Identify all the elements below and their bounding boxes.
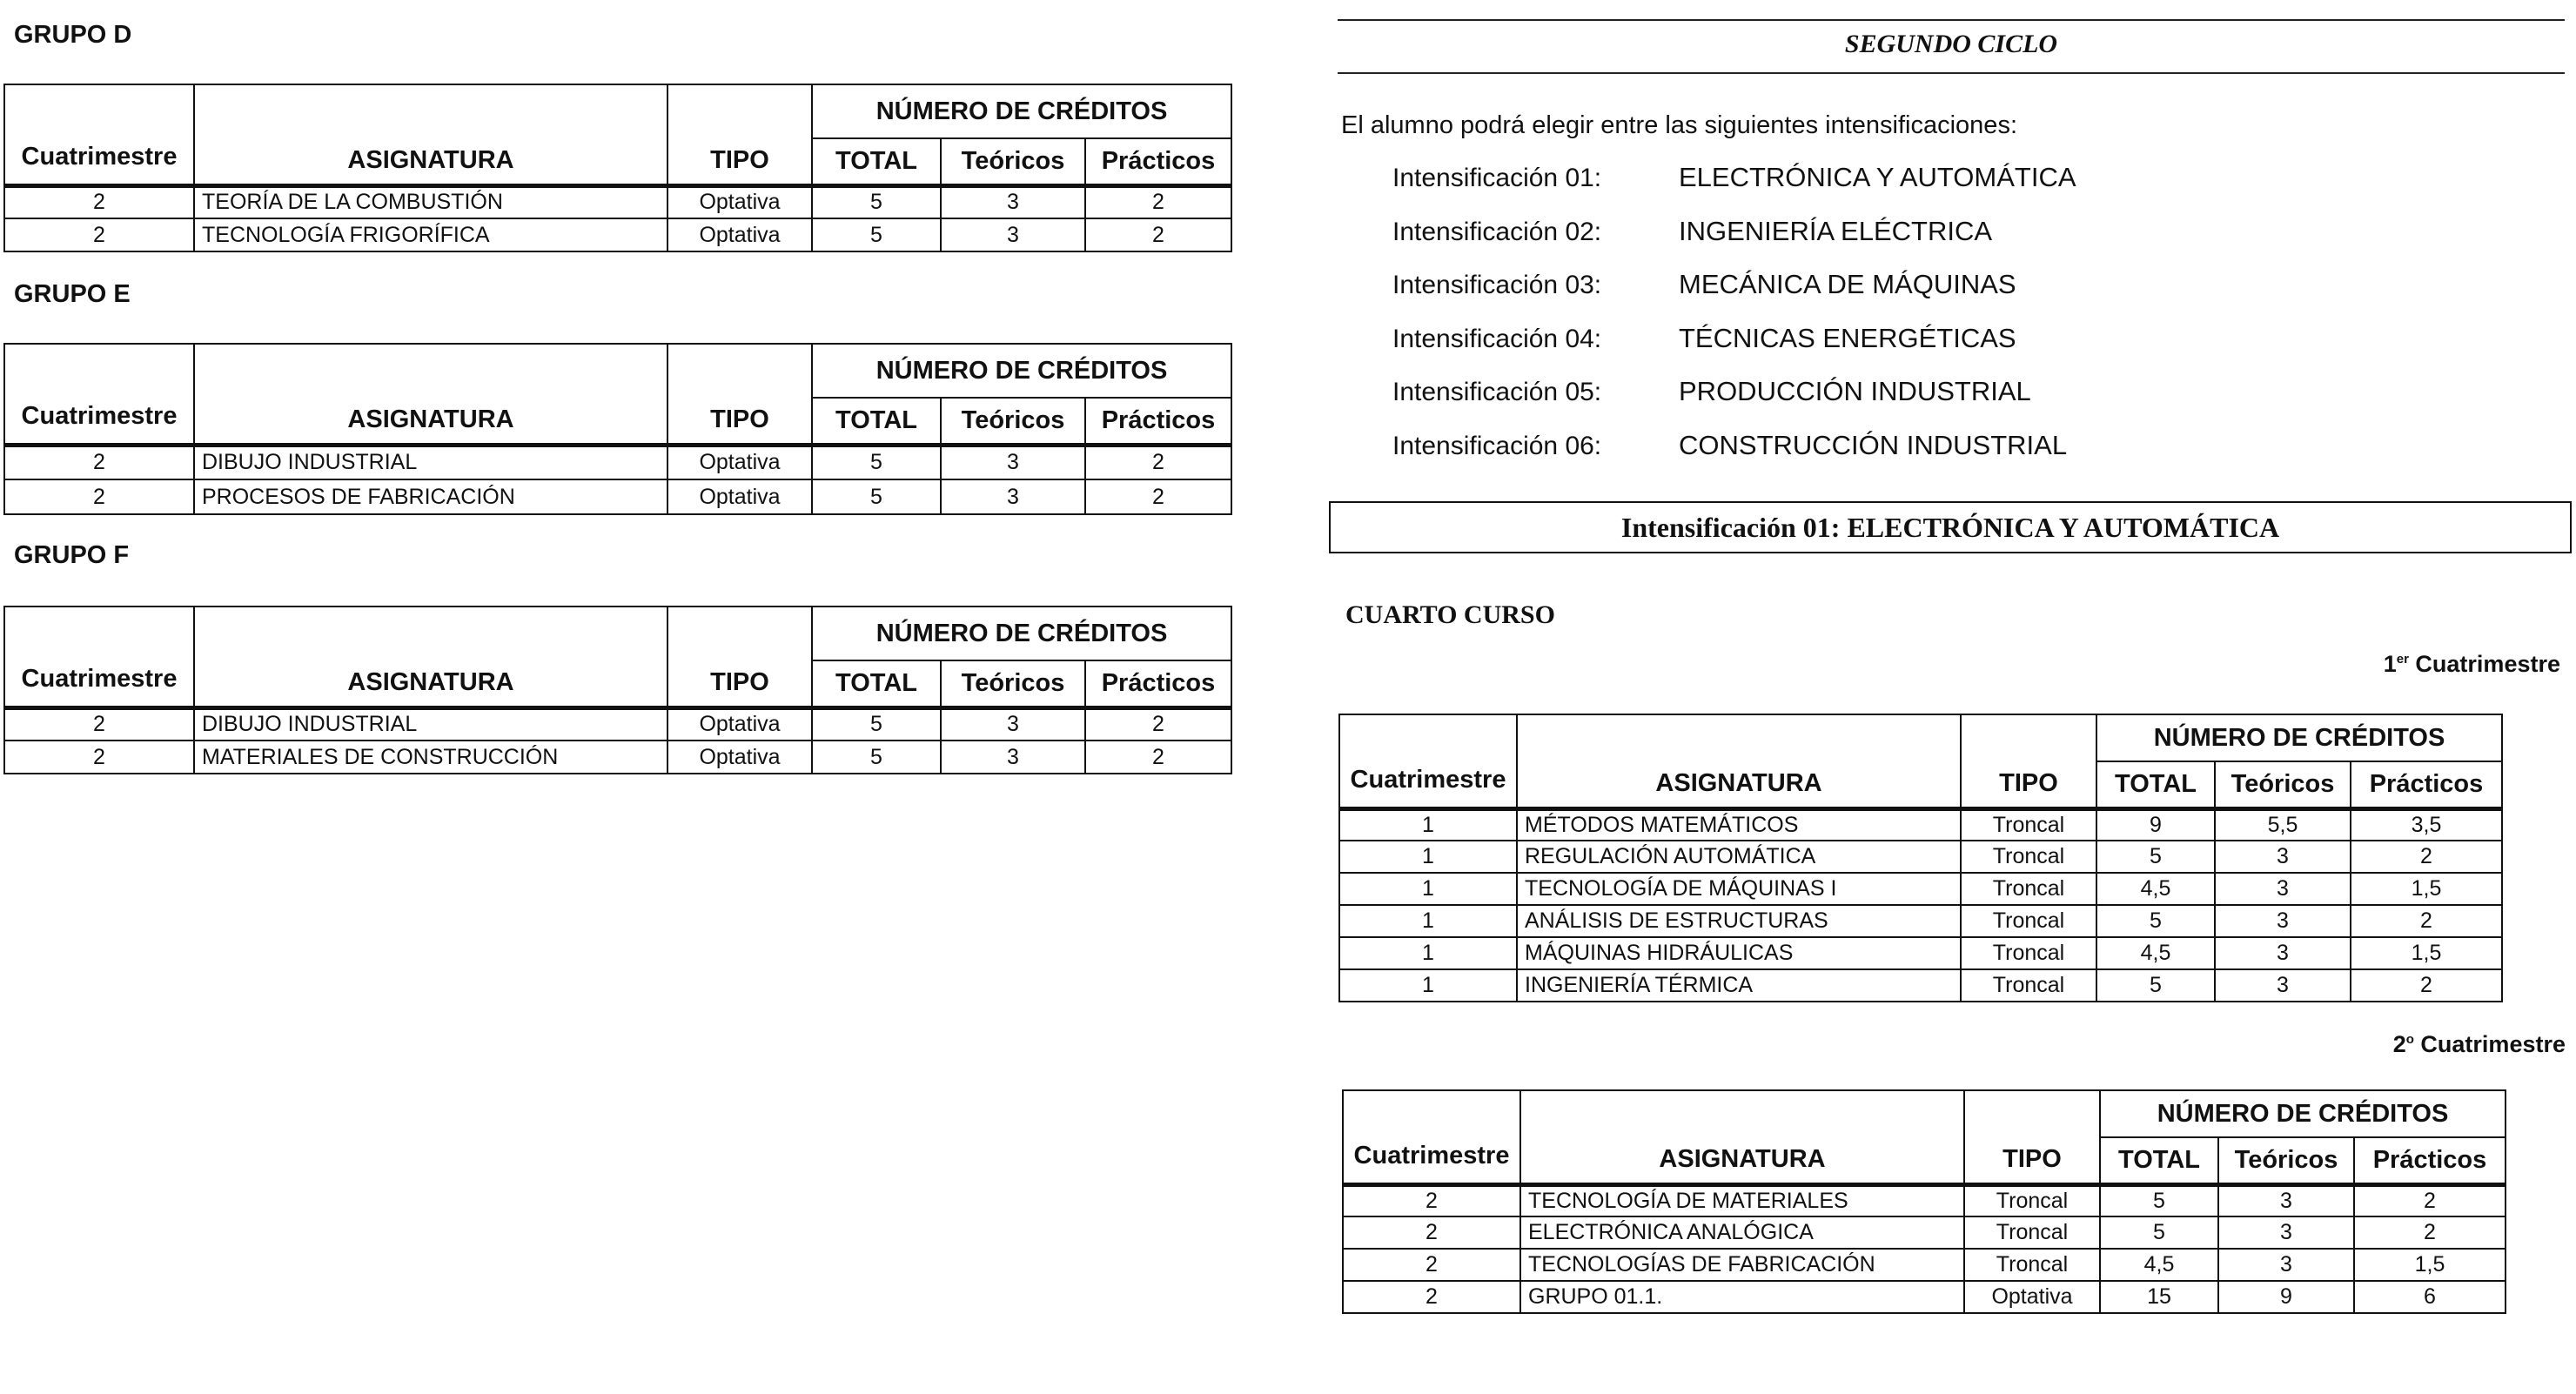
cell-total: 4,5 bbox=[2096, 873, 2215, 905]
table-row bbox=[4, 185, 1231, 218]
col-header-cuatrimestre: Cuatrimestre bbox=[4, 344, 194, 445]
col-header-asignatura: ASIGNATURA bbox=[194, 344, 667, 445]
cell-name: GRUPO 01.1. bbox=[1520, 1281, 1964, 1313]
group-d-title: GRUPO D bbox=[14, 21, 132, 49]
cell-total: 5 bbox=[812, 218, 941, 251]
table-row bbox=[4, 445, 1231, 479]
col-header-numero-creditos: NÚMERO DE CRÉDITOS bbox=[812, 84, 1231, 138]
table-row bbox=[4, 479, 1231, 514]
col-header-teoricos: Teóricos bbox=[941, 138, 1085, 185]
cell-name: TECNOLOGÍA DE MÁQUINAS I bbox=[1517, 873, 1961, 905]
cell-name: ELECTRÓNICA ANALÓGICA bbox=[1520, 1216, 1964, 1249]
cell-tipo: Troncal bbox=[1961, 873, 2096, 905]
intensificacion-name: PRODUCCIÓN INDUSTRIAL bbox=[1679, 376, 2031, 406]
col-header-total: TOTAL bbox=[812, 398, 941, 445]
cell-pra: 2 bbox=[2351, 905, 2502, 937]
table-row bbox=[1343, 1216, 2506, 1249]
col-header-total: TOTAL bbox=[812, 138, 941, 185]
col-header-teoricos: Teóricos bbox=[941, 660, 1085, 707]
table-row bbox=[1339, 841, 2502, 873]
table-row bbox=[1339, 937, 2502, 969]
cell-teo: 3 bbox=[941, 707, 1085, 741]
cell-teo: 3 bbox=[2218, 1249, 2354, 1281]
intro-text: El alumno podrá elegir entre las siguientes intensificaciones: bbox=[1341, 111, 2017, 139]
table-row bbox=[1339, 969, 2502, 1002]
cell-teo: 3 bbox=[2215, 905, 2351, 937]
cell-cuat: 1 bbox=[1339, 873, 1517, 905]
col-header-numero-creditos: NÚMERO DE CRÉDITOS bbox=[2100, 1090, 2506, 1137]
cell-teo: 3 bbox=[941, 479, 1085, 514]
cuatrimestre-2-label bbox=[2393, 1031, 2566, 1058]
cell-total: 5 bbox=[2096, 905, 2215, 937]
cell-tipo: Troncal bbox=[1964, 1249, 2100, 1281]
cell-tipo: Troncal bbox=[1961, 905, 2096, 937]
col-header-practicos: Prácticos bbox=[1085, 660, 1231, 707]
col-header-tipo: TIPO bbox=[1964, 1090, 2100, 1184]
cell-tipo: Optativa bbox=[667, 707, 812, 741]
cell-cuat: 2 bbox=[1343, 1216, 1520, 1249]
cell-total: 5 bbox=[812, 707, 941, 741]
cell-teo: 3 bbox=[941, 445, 1085, 479]
table-row bbox=[1343, 1249, 2506, 1281]
col-header-practicos: Prácticos bbox=[2351, 761, 2502, 808]
col-header-asignatura: ASIGNATURA bbox=[1517, 714, 1961, 808]
col-header-asignatura: ASIGNATURA bbox=[1520, 1090, 1964, 1184]
cell-tipo: Troncal bbox=[1961, 969, 2096, 1002]
cell-teo: 3 bbox=[2215, 873, 2351, 905]
group-f-title: GRUPO F bbox=[14, 541, 130, 569]
cell-teo: 3 bbox=[941, 218, 1085, 251]
table-row bbox=[1339, 808, 2502, 841]
col-header-cuatrimestre: Cuatrimestre bbox=[4, 607, 194, 707]
col-header-cuatrimestre: Cuatrimestre bbox=[4, 84, 194, 185]
col-header-practicos: Prácticos bbox=[2354, 1137, 2506, 1184]
cell-name: MÁQUINAS HIDRÁULICAS bbox=[1517, 937, 1961, 969]
cell-cuat: 1 bbox=[1339, 905, 1517, 937]
cuatrimestre-1-table bbox=[1338, 714, 2503, 1002]
cell-name: DIBUJO INDUSTRIAL bbox=[194, 707, 667, 741]
cell-teo: 3 bbox=[941, 185, 1085, 218]
cell-tipo: Troncal bbox=[1964, 1216, 2100, 1249]
cell-pra: 1,5 bbox=[2351, 937, 2502, 969]
intensificacion-label: Intensificación 02: bbox=[1392, 217, 1602, 246]
cell-pra: 2 bbox=[1085, 741, 1231, 774]
col-header-asignatura: ASIGNATURA bbox=[194, 607, 667, 707]
cell-name: ANÁLISIS DE ESTRUCTURAS bbox=[1517, 905, 1961, 937]
cell-total: 5 bbox=[2100, 1216, 2218, 1249]
cell-name: MÉTODOS MATEMÁTICOS bbox=[1517, 808, 1961, 841]
cell-total: 5 bbox=[812, 479, 941, 514]
col-header-practicos: Prácticos bbox=[1085, 398, 1231, 445]
group-d-table bbox=[3, 84, 1232, 252]
col-header-numero-creditos: NÚMERO DE CRÉDITOS bbox=[2096, 714, 2502, 761]
cuatrimestre-1-text: Cuatrimestre bbox=[2408, 651, 2560, 677]
cell-name: MATERIALES DE CONSTRUCCIÓN bbox=[194, 741, 667, 774]
intensificacion-label: Intensificación 05: bbox=[1392, 378, 1602, 406]
intensificacion-label: Intensificación 06: bbox=[1392, 431, 1602, 460]
cell-total: 4,5 bbox=[2100, 1249, 2218, 1281]
table-row bbox=[4, 218, 1231, 251]
cell-teo: 3 bbox=[2218, 1216, 2354, 1249]
cell-name: TEORÍA DE LA COMBUSTIÓN bbox=[194, 185, 667, 218]
cell-name: TECNOLOGÍA FRIGORÍFICA bbox=[194, 218, 667, 251]
cell-tipo: Optativa bbox=[667, 479, 812, 514]
cell-pra: 2 bbox=[1085, 707, 1231, 741]
cell-total: 5 bbox=[812, 185, 941, 218]
group-e-table bbox=[3, 343, 1232, 515]
cell-cuat: 2 bbox=[1343, 1184, 1520, 1216]
cell-teo: 3 bbox=[2215, 841, 2351, 873]
intensificacion-name: CONSTRUCCIÓN INDUSTRIAL bbox=[1679, 429, 2068, 460]
cell-name: TECNOLOGÍA DE MATERIALES bbox=[1520, 1184, 1964, 1216]
cell-cuat: 2 bbox=[1343, 1281, 1520, 1313]
cell-name: REGULACIÓN AUTOMÁTICA bbox=[1517, 841, 1961, 873]
col-header-tipo: TIPO bbox=[667, 84, 812, 185]
cell-pra: 1,5 bbox=[2354, 1249, 2506, 1281]
cell-teo: 3 bbox=[2215, 969, 2351, 1002]
intensificacion-name: MECÁNICA DE MÁQUINAS bbox=[1679, 269, 2016, 299]
cell-pra: 2 bbox=[2351, 841, 2502, 873]
cell-teo: 3 bbox=[2215, 937, 2351, 969]
cell-total: 5 bbox=[812, 741, 941, 774]
cell-cuat: 2 bbox=[4, 218, 194, 251]
cell-cuat: 1 bbox=[1339, 808, 1517, 841]
curso-title: CUARTO CURSO bbox=[1345, 600, 1555, 629]
intensificacion-label: Intensificación 03: bbox=[1392, 271, 1602, 299]
group-e-title: GRUPO E bbox=[14, 280, 131, 308]
col-header-numero-creditos: NÚMERO DE CRÉDITOS bbox=[812, 344, 1231, 398]
cell-pra: 2 bbox=[2351, 969, 2502, 1002]
cell-pra: 3,5 bbox=[2351, 808, 2502, 841]
col-header-tipo: TIPO bbox=[667, 607, 812, 707]
table-row bbox=[1343, 1184, 2506, 1216]
cell-total: 9 bbox=[2096, 808, 2215, 841]
cuatrimestre-2-text: Cuatrimestre bbox=[2413, 1031, 2566, 1057]
cell-tipo: Optativa bbox=[667, 218, 812, 251]
cell-pra: 2 bbox=[1085, 185, 1231, 218]
cell-total: 15 bbox=[2100, 1281, 2218, 1313]
cell-tipo: Optativa bbox=[667, 445, 812, 479]
table-row bbox=[1343, 1281, 2506, 1313]
table-row bbox=[1339, 873, 2502, 905]
cell-name: DIBUJO INDUSTRIAL bbox=[194, 445, 667, 479]
table-row bbox=[4, 707, 1231, 741]
cell-cuat: 1 bbox=[1339, 841, 1517, 873]
col-header-asignatura: ASIGNATURA bbox=[194, 84, 667, 185]
intensificacion-name: ELECTRÓNICA Y AUTOMÁTICA bbox=[1679, 162, 2076, 192]
cell-pra: 1,5 bbox=[2351, 873, 2502, 905]
col-header-total: TOTAL bbox=[2100, 1137, 2218, 1184]
cell-pra: 6 bbox=[2354, 1281, 2506, 1313]
cuatrimestre-1-sup: er bbox=[2396, 652, 2409, 667]
col-header-cuatrimestre: Cuatrimestre bbox=[1339, 714, 1517, 808]
group-f-table bbox=[3, 606, 1232, 774]
col-header-tipo: TIPO bbox=[667, 344, 812, 445]
table-row bbox=[4, 741, 1231, 774]
ciclo-top-rule bbox=[1338, 19, 2565, 21]
col-header-tipo: TIPO bbox=[1961, 714, 2096, 808]
cell-tipo: Optativa bbox=[667, 741, 812, 774]
cuatrimestre-1-number: 1 bbox=[2383, 651, 2397, 677]
cell-cuat: 1 bbox=[1339, 937, 1517, 969]
cell-cuat: 2 bbox=[4, 479, 194, 514]
cuatrimestre-1-label bbox=[2384, 651, 2560, 678]
col-header-total: TOTAL bbox=[812, 660, 941, 707]
cell-tipo: Troncal bbox=[1961, 937, 2096, 969]
cell-total: 5 bbox=[2100, 1184, 2218, 1216]
cell-name: TECNOLOGÍAS DE FABRICACIÓN bbox=[1520, 1249, 1964, 1281]
col-header-teoricos: Teóricos bbox=[2218, 1137, 2354, 1184]
cell-cuat: 2 bbox=[4, 707, 194, 741]
cell-cuat: 2 bbox=[1343, 1249, 1520, 1281]
cell-total: 5 bbox=[2096, 841, 2215, 873]
cell-total: 5 bbox=[2096, 969, 2215, 1002]
intensificacion-name: INGENIERÍA ELÉCTRICA bbox=[1679, 215, 1993, 246]
cell-teo: 9 bbox=[2218, 1281, 2354, 1313]
cell-tipo: Troncal bbox=[1964, 1184, 2100, 1216]
intensificacion-name: TÉCNICAS ENERGÉTICAS bbox=[1679, 322, 2016, 353]
cell-teo: 5,5 bbox=[2215, 808, 2351, 841]
cell-teo: 3 bbox=[2218, 1184, 2354, 1216]
cell-teo: 3 bbox=[941, 741, 1085, 774]
intensificacion-label: Intensificación 04: bbox=[1392, 324, 1602, 353]
cell-tipo: Troncal bbox=[1961, 841, 2096, 873]
cell-cuat: 2 bbox=[4, 741, 194, 774]
intensificacion-box-title: Intensificación 01: ELECTRÓNICA Y AUTOMÁTICA bbox=[1329, 501, 2572, 553]
cell-tipo: Troncal bbox=[1961, 808, 2096, 841]
cuatrimestre-2-number: 2 bbox=[2392, 1031, 2406, 1057]
col-header-teoricos: Teóricos bbox=[941, 398, 1085, 445]
col-header-numero-creditos: NÚMERO DE CRÉDITOS bbox=[812, 607, 1231, 660]
cell-cuat: 2 bbox=[4, 445, 194, 479]
col-header-teoricos: Teóricos bbox=[2215, 761, 2351, 808]
col-header-practicos: Prácticos bbox=[1085, 138, 1231, 185]
table-row bbox=[1339, 905, 2502, 937]
ciclo-bottom-rule bbox=[1338, 72, 2565, 74]
cell-cuat: 2 bbox=[4, 185, 194, 218]
ciclo-title: SEGUNDO CICLO bbox=[1844, 30, 2058, 58]
cell-name: PROCESOS DE FABRICACIÓN bbox=[194, 479, 667, 514]
cell-name: INGENIERÍA TÉRMICA bbox=[1517, 969, 1961, 1002]
cell-total: 5 bbox=[812, 445, 941, 479]
cell-tipo: Optativa bbox=[1964, 1281, 2100, 1313]
cell-pra: 2 bbox=[2354, 1216, 2506, 1249]
cell-cuat: 1 bbox=[1339, 969, 1517, 1002]
cell-pra: 2 bbox=[1085, 218, 1231, 251]
cell-total: 4,5 bbox=[2096, 937, 2215, 969]
cell-tipo: Optativa bbox=[667, 185, 812, 218]
cuatrimestre-2-sup: o bbox=[2405, 1032, 2414, 1047]
cell-pra: 2 bbox=[1085, 445, 1231, 479]
cuatrimestre-2-table bbox=[1342, 1089, 2506, 1314]
col-header-total: TOTAL bbox=[2096, 761, 2215, 808]
intensificacion-label: Intensificación 01: bbox=[1392, 164, 1602, 192]
cell-pra: 2 bbox=[2354, 1184, 2506, 1216]
col-header-cuatrimestre: Cuatrimestre bbox=[1343, 1090, 1520, 1184]
cell-pra: 2 bbox=[1085, 479, 1231, 514]
